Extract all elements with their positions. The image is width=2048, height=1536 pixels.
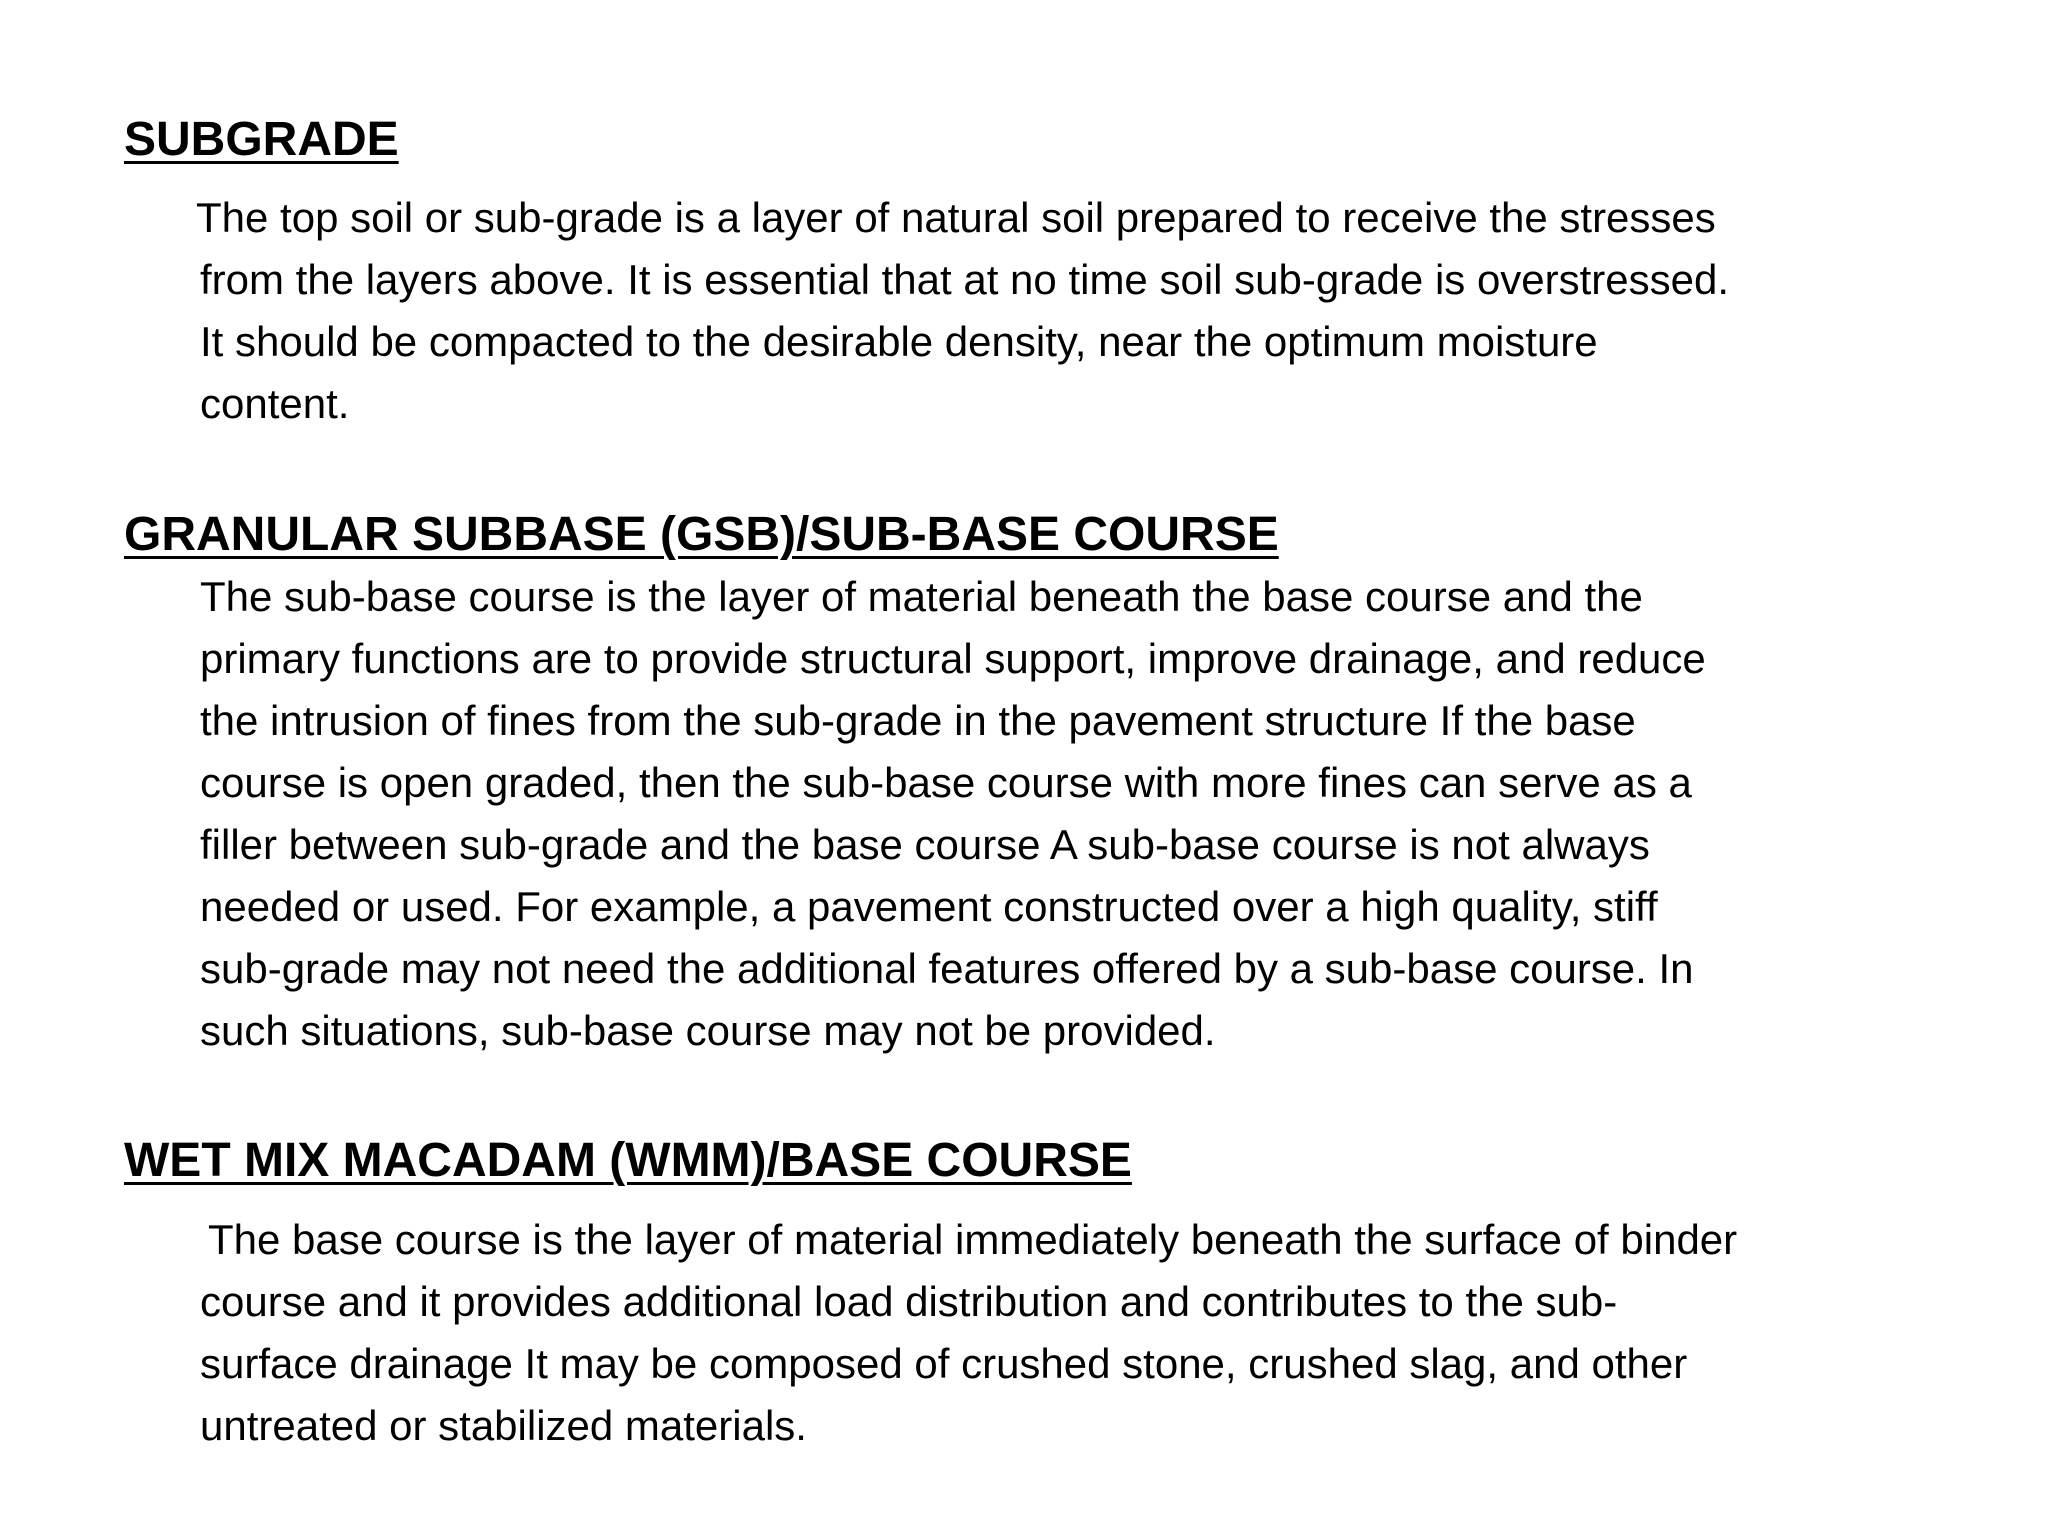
text-line: content. <box>200 380 350 427</box>
text-line: from the layers above. It is essential that at no time soil sub-grade is overstressed. <box>200 256 1730 303</box>
text-line: primary functions are to provide structural support, improve drainage, and reduce <box>200 635 1706 682</box>
text-line: course is open graded, then the sub-base course with more fines can serve as a <box>200 759 1692 806</box>
text-line: It should be compacted to the desirable density, near the optimum moisture <box>200 318 1598 365</box>
text-line: needed or used. For example, a pavement constructed over a high quality, stiff <box>200 883 1658 930</box>
paragraph-granular-subbase <box>200 566 1960 1062</box>
text-line: course and it provides additional load distribution and contributes to the sub- <box>200 1278 1618 1325</box>
heading-granular-subbase: GRANULAR SUBBASE (GSB)/SUB-BASE COURSE <box>124 508 1279 561</box>
heading-wet-mix-macadam: WET MIX MACADAM (WMM)/BASE COURSE <box>124 1134 1132 1187</box>
text-line: the intrusion of fines from the sub-grade in the pavement structure If the base <box>200 697 1636 744</box>
paragraph-subgrade <box>196 187 1960 435</box>
text-line: filler between sub-grade and the base course A sub-base course is not always <box>200 821 1650 868</box>
paragraph-wet-mix-macadam <box>200 1209 1960 1457</box>
text-line: sub-grade may not need the additional features offered by a sub-base course. In <box>200 945 1694 992</box>
text-line: surface drainage It may be composed of crushed stone, crushed slag, and other <box>200 1340 1688 1387</box>
text-line: The top soil or sub-grade is a layer of natural soil prepared to receive the stresses <box>196 194 1716 241</box>
text-line: The sub-base course is the layer of material beneath the base course and the <box>200 573 1643 620</box>
text-line: such situations, sub-base course may not be provided. <box>200 1007 1216 1054</box>
text-line: The base course is the layer of material immediately beneath the surface of binder <box>208 1216 1738 1263</box>
text-line: untreated or stabilized materials. <box>200 1402 807 1449</box>
heading-subgrade: SUBGRADE <box>124 113 399 166</box>
